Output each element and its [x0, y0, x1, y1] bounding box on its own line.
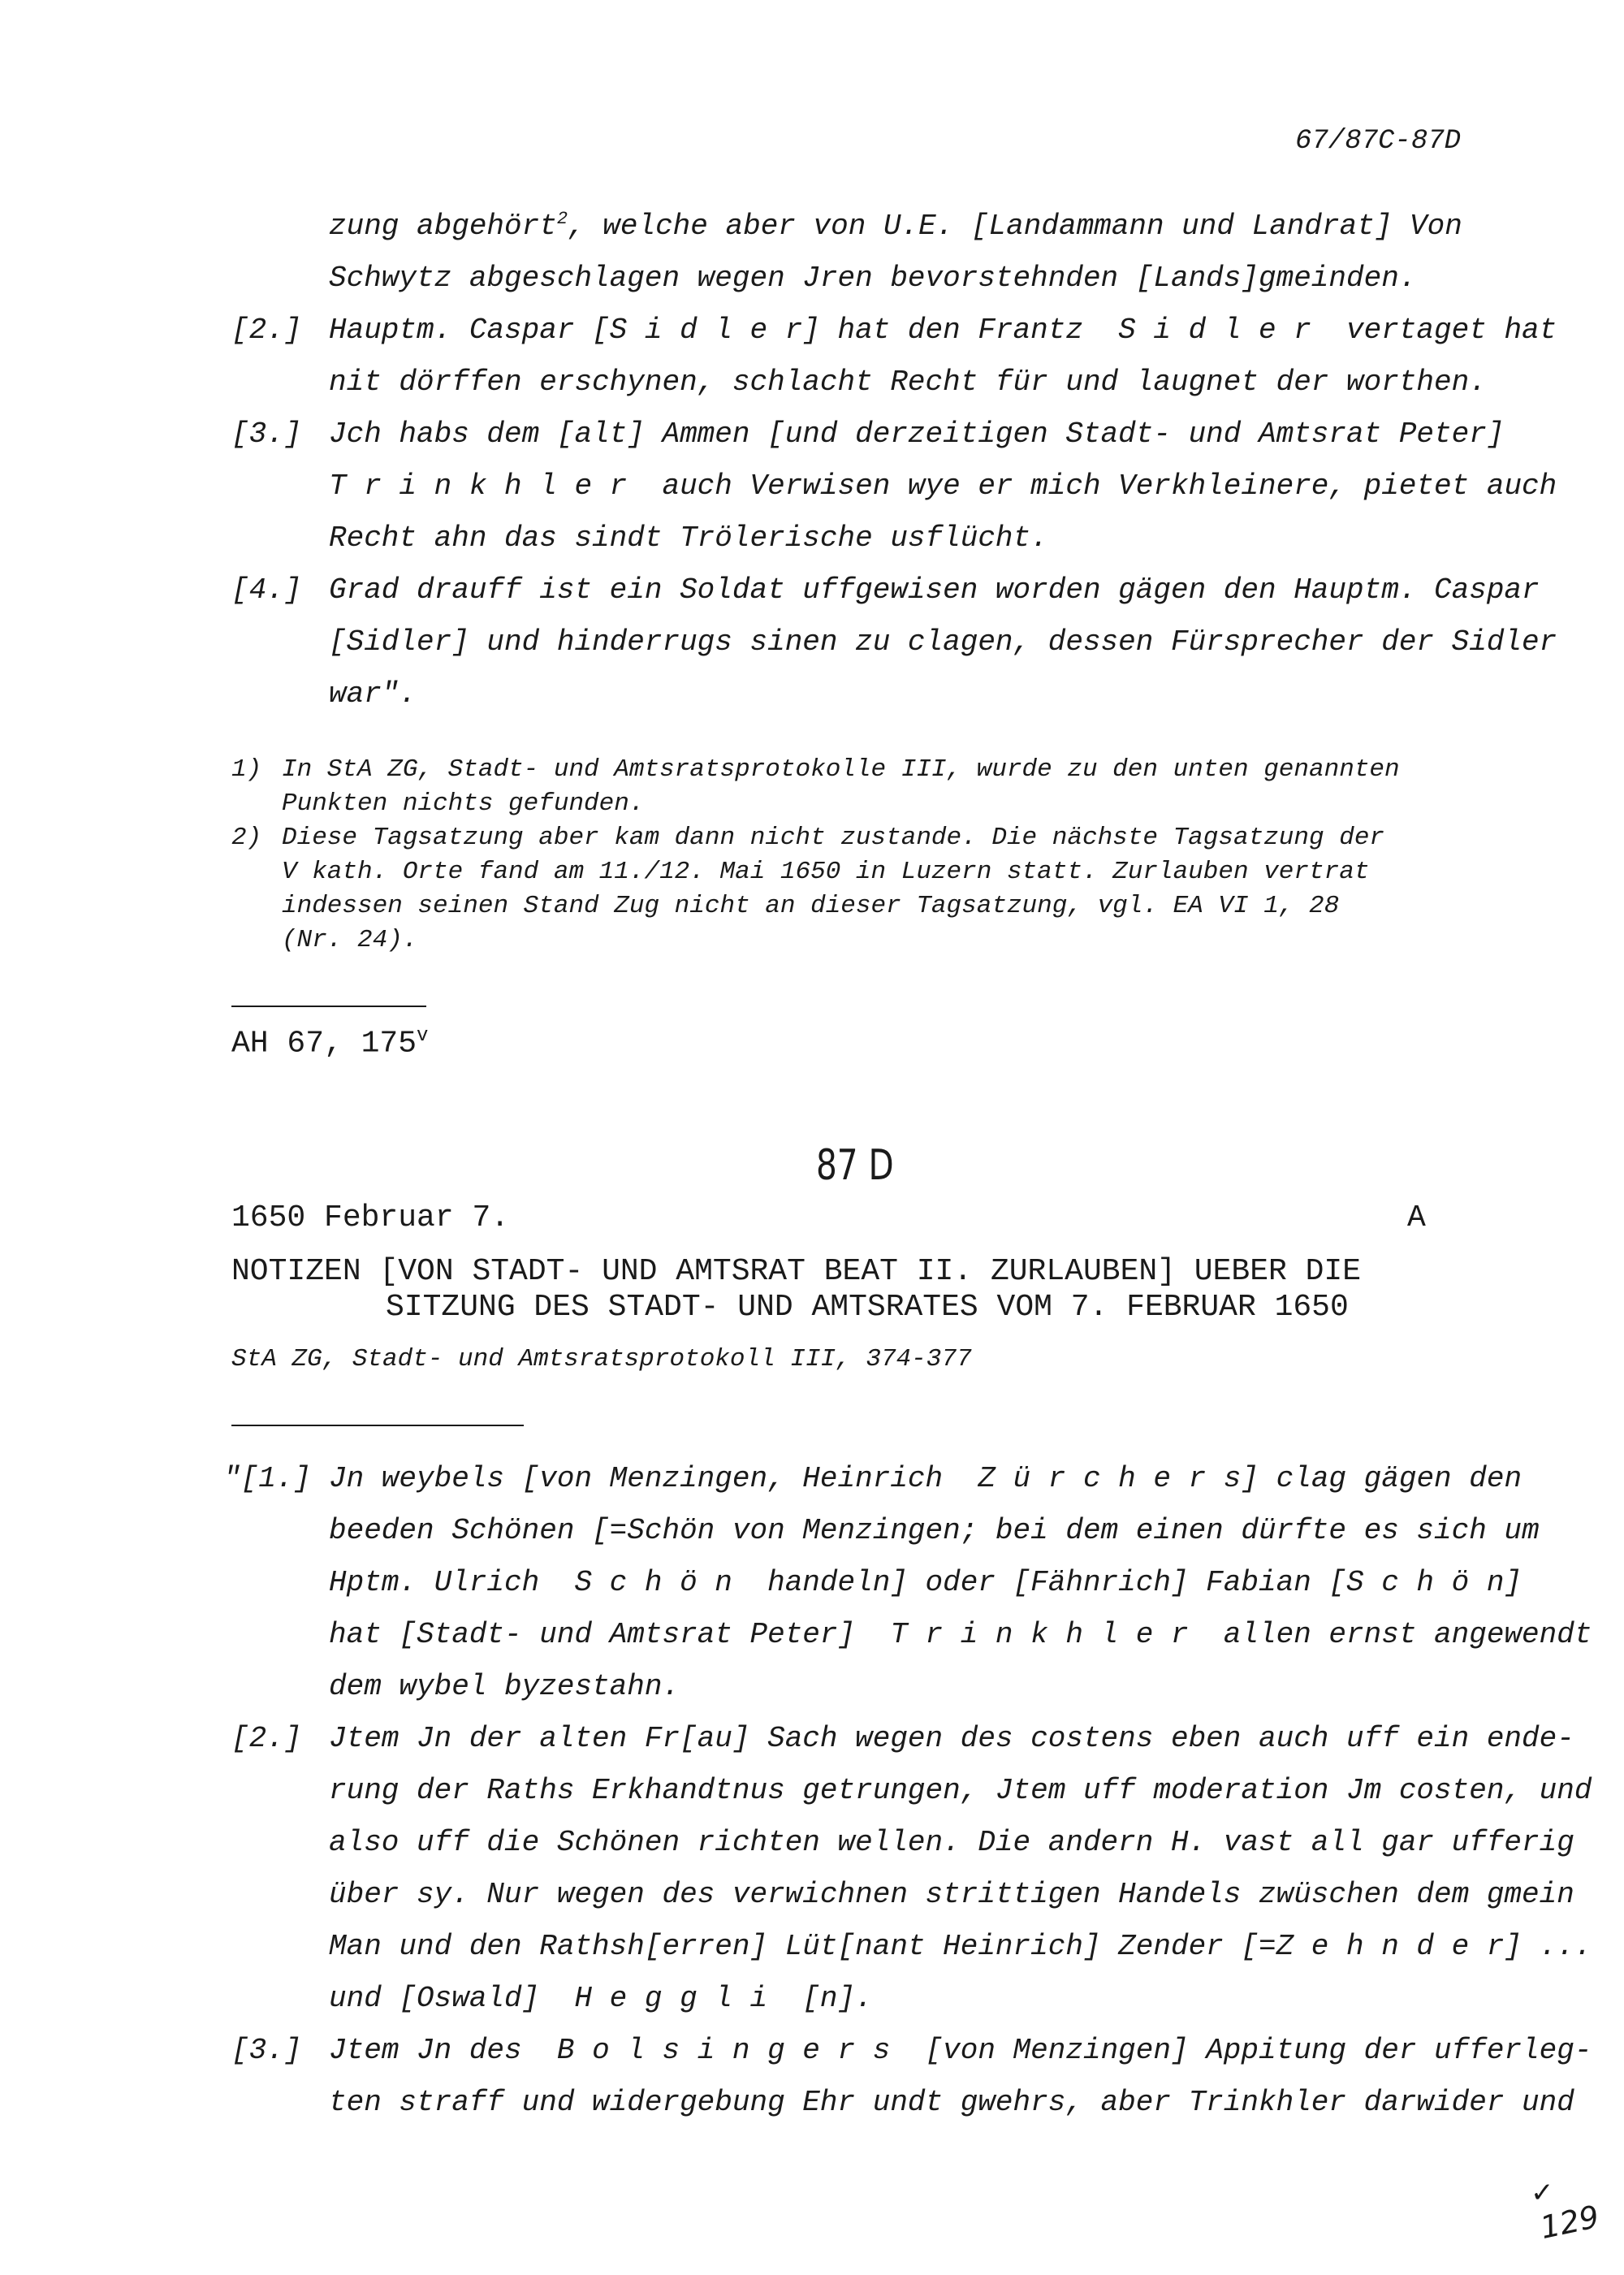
text-run: [n]. — [767, 1982, 873, 2015]
text-line — [329, 1982, 873, 2015]
footnote-number: 1) — [231, 755, 262, 784]
text-run: Man und den Rathsh[erren] Lüt[nant Heinrich] Zender [= — [329, 1930, 1276, 1963]
document-title: SITZUNG DES STADT- UND AMTSRATES VOM 7. FEBRUAR 1650 — [386, 1290, 1349, 1325]
citation-text: AH 67, 175 — [231, 1026, 417, 1062]
name-spaced: Z ü r c h e r s — [978, 1462, 1242, 1495]
text-line — [329, 1462, 1522, 1495]
text-line — [329, 1566, 1522, 1599]
text-line: war". — [329, 677, 417, 711]
text-run: ] — [1504, 1566, 1522, 1599]
name-spaced: S i d l e r — [1118, 314, 1311, 347]
name-spaced: S c h ö n — [1346, 1566, 1505, 1599]
text-line — [329, 2034, 1592, 2067]
text-run: Jn weybels [von Menzingen, Heinrich — [329, 1462, 978, 1495]
entry-number: [3.] — [231, 417, 302, 451]
name-spaced: B o l s i n g e r s — [556, 2034, 891, 2067]
text-line: dem wybel byzestahn. — [329, 1670, 680, 1703]
text-line — [329, 314, 1557, 347]
text-line — [329, 1930, 1592, 1963]
name-spaced: Z e h n d e r — [1276, 1930, 1505, 1963]
footnote-line: indessen seinen Stand Zug nicht an dieser Tagsatzung, vgl. EA VI 1, 28 — [282, 892, 1340, 920]
footnote-number: 2) — [231, 824, 262, 852]
text-run: ] hat den Frantz — [802, 314, 1119, 347]
entry-number: "[1.] — [223, 1462, 312, 1495]
text-line: nit dörffen erschynen, schlacht Recht für und laugnet der worthen. — [329, 365, 1487, 399]
entry-number: [4.] — [231, 573, 302, 607]
name-spaced: S i d l e r — [609, 314, 803, 347]
footnote-line: (Nr. 24). — [282, 926, 418, 954]
name-spaced: S c h ö n — [574, 1566, 732, 1599]
entry-number: [3.] — [231, 2034, 302, 2067]
divider — [231, 1006, 426, 1007]
text-run: [von Menzingen] Appitung der ufferleg- — [890, 2034, 1592, 2067]
text-run: und [Oswald] — [329, 1982, 575, 2015]
citation-superscript: v — [417, 1025, 429, 1047]
entry-number: [2.] — [231, 1722, 302, 1755]
name-spaced: T r i n k h l e r — [890, 1618, 1189, 1651]
text-run: zung abgehört — [329, 210, 557, 243]
text-run: allen ernst angewendt — [1188, 1618, 1592, 1651]
name-spaced: H e g g l i — [574, 1982, 768, 2015]
text-line: Schwytz abgeschlagen wegen Jren bevorstehnden [Lands]gmeinden. — [329, 262, 1417, 295]
text-line: Jtem Jn der alten Fr[au] Sach wegen des costens eben auch uff ein ende- — [329, 1722, 1574, 1755]
footnote-ref[interactable]: 2 — [556, 209, 568, 229]
text-run: Hptm. Ulrich — [329, 1566, 575, 1599]
text-run: Hauptm. Caspar [ — [329, 314, 610, 347]
text-line: ten straff und widergebung Ehr undt gwehrs, aber Trinkhler darwider und — [329, 2086, 1574, 2119]
document-marker: A — [1407, 1200, 1426, 1235]
text-line: rung der Raths Erkhandtnus getrungen, Jtem uff moderation Jm costen, und — [329, 1774, 1592, 1807]
document-title: NOTIZEN [VON STADT- UND AMTSRAT BEAT II. ZURLAUBEN] UEBER DIE — [231, 1254, 1362, 1289]
text-line: Grad drauff ist ein Soldat uffgewisen worden gägen den Hauptm. Caspar — [329, 573, 1540, 607]
text-line — [329, 1618, 1592, 1651]
text-run: ] clag gägen den — [1241, 1462, 1522, 1495]
entry-number: [2.] — [231, 314, 302, 347]
footnote-line: V kath. Orte fand am 11./12. Mai 1650 in Luzern statt. Zurlauben vertrat — [282, 858, 1370, 886]
archive-citation — [231, 1025, 428, 1062]
text-run: handeln] oder [Fähnrich] Fabian [ — [732, 1566, 1347, 1599]
text-line: [Sidler] und hinderrugs sinen zu clagen, dessen Fürsprecher der Sidler — [329, 625, 1557, 659]
text-run: vertaget hat — [1311, 314, 1557, 347]
footnote-line: In StA ZG, Stadt- und Amtsratsprotokolle III, wurde zu den unten genannten — [282, 755, 1400, 784]
text-run: Jtem Jn des — [329, 2034, 557, 2067]
handwritten-page-number: 129 — [1537, 2198, 1603, 2247]
text-run: , welche aber von U.E. [Landammann und Landrat] Von — [568, 210, 1462, 243]
text-line — [329, 210, 1462, 243]
document-date: 1650 Februar 7. — [231, 1200, 510, 1235]
text-line: Jch habs dem [alt] Ammen [und derzeitigen Stadt- und Amtsrat Peter] — [329, 417, 1505, 451]
name-spaced: T r i n k h l e r — [329, 469, 628, 503]
text-line — [329, 469, 1557, 503]
footnote-line: Diese Tagsatzung aber kam dann nicht zustande. Die nächste Tagsatzung der — [282, 824, 1385, 852]
document-number: 87 D — [816, 1141, 894, 1190]
handwritten-check-mark: ✓ — [1531, 2177, 1554, 2209]
text-line: über sy. Nur wegen des verwichnen strittigen Handels zwüschen dem gmein — [329, 1878, 1574, 1911]
footnote-line: Punkten nichts gefunden. — [282, 789, 645, 818]
text-line: also uff die Schönen richten wellen. Die andern H. vast all gar ufferig — [329, 1826, 1574, 1859]
text-run: ] ... — [1504, 1930, 1592, 1963]
text-line: beeden Schönen [=Schön von Menzingen; bei dem einen dürfte es sich um — [329, 1514, 1540, 1547]
divider — [231, 1425, 524, 1426]
text-run: auch Verwisen wye er mich Verkhleinere, pietet auch — [627, 469, 1557, 503]
text-run: hat [Stadt- und Amtsrat Peter] — [329, 1618, 891, 1651]
document-source: StA ZG, Stadt- und Amtsratsprotokoll III, 374-377 — [231, 1345, 972, 1373]
folio-number: 67/87C-87D — [1295, 126, 1462, 157]
text-line: Recht ahn das sindt Trölerische usflücht. — [329, 521, 1048, 555]
